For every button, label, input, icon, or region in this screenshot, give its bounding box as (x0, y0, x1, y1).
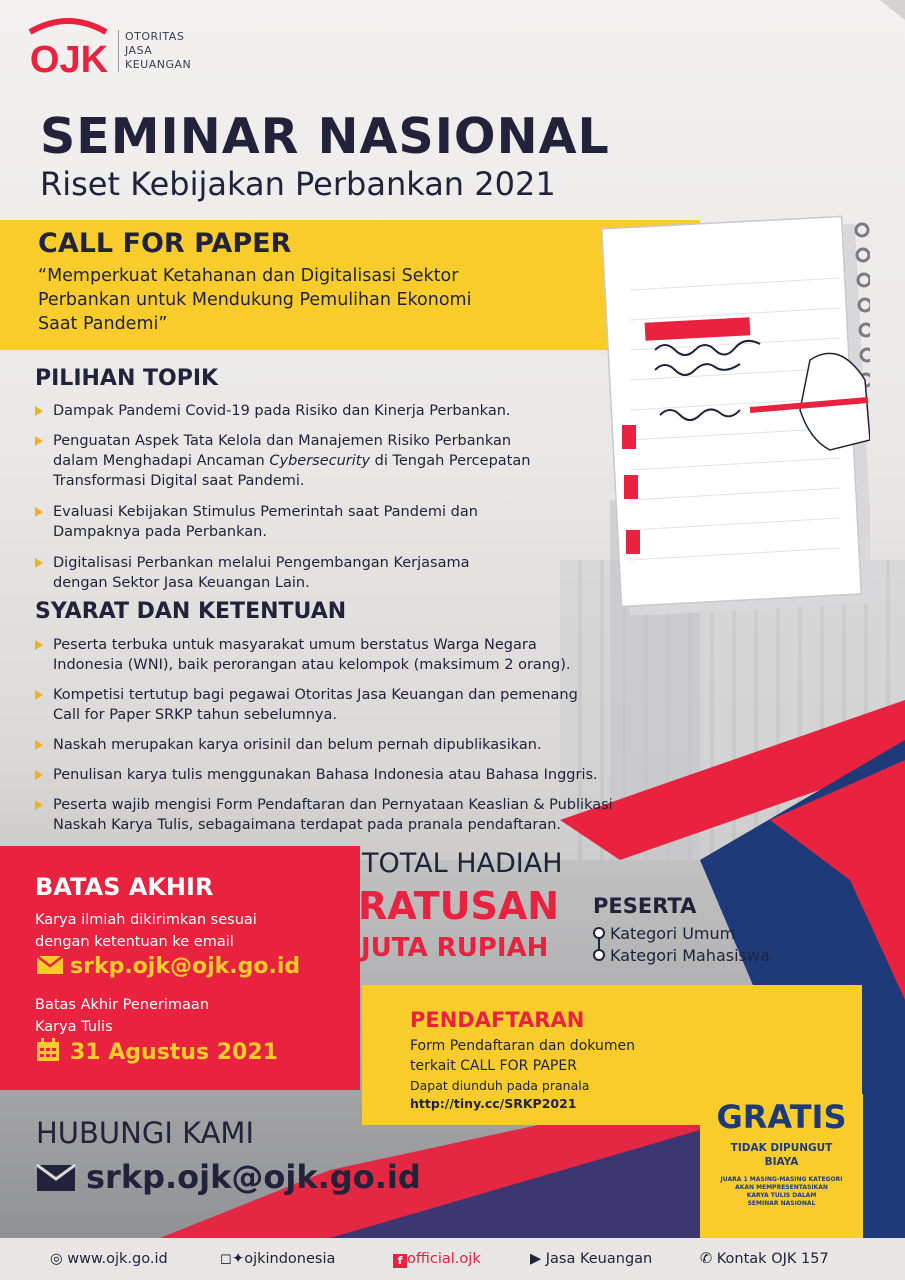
theme-line-1: “Memperkuat Ketahanan dan Digitalisasi Sektor (38, 266, 459, 286)
free-sub-line-2: BIAYA (764, 1156, 799, 1168)
footer-website[interactable] (50, 1251, 168, 1267)
logo-line-1: OTORITAS (125, 30, 185, 43)
contact-email-text: srkp.ojk@ojk.go.id (86, 1158, 421, 1196)
bullet-arrow-icon (35, 558, 43, 568)
theme-line-2: Perbankan untuk Mendukung Pemulihan Ekonomi (38, 290, 472, 310)
participants-connector-icon (592, 926, 606, 966)
free-note-line-1: JUARA 1 MASING-MASING KATEGORI (720, 1176, 843, 1183)
free-note-line-4: SEMINAR NASIONAL (747, 1200, 816, 1207)
registration-link[interactable]: http://tiny.cc/SRKP2021 (410, 1096, 577, 1111)
term-1-line-2: Indonesia (WNI), baik perorangan atau kelompok (maksimum 2 orang). (53, 657, 571, 673)
prize-amount: RATUSAN (358, 884, 560, 928)
footer-social-text: ojkindonesia (244, 1251, 336, 1267)
deadline-desc-line-2: dengan ketentuan ke email (35, 934, 234, 950)
participants-heading: PESERTA (593, 894, 697, 918)
deadline-email-text: srkp.ojk@ojk.go.id (70, 954, 301, 979)
terms-list (33, 635, 673, 835)
twitter-icon: ✦ (232, 1251, 245, 1267)
calendar-icon (36, 1038, 60, 1062)
topic-2-line-2: dalam Menghadapi Ancaman Cybersecurity di Tengah Percepatan (53, 453, 531, 469)
deadline-heading: BATAS AKHIR (35, 873, 214, 901)
free-note-line-2: AKAN MEMPRESENTASIKAN (735, 1184, 828, 1191)
prize-unit: JUTA RUPIAH (361, 933, 549, 963)
page-subtitle: Riset Kebijakan Perbankan 2021 (40, 165, 556, 203)
free-heading: GRATIS (716, 1098, 847, 1136)
topic-1-line-1: Dampak Pandemi Covid-19 pada Risiko dan Kinerja Perbankan. (53, 403, 511, 419)
free-subtitle (700, 1141, 863, 1169)
deadline-label-line-1: Batas Akhir Penerimaan (35, 997, 210, 1013)
term-item (33, 765, 673, 785)
term-item (33, 735, 673, 755)
bullet-arrow-icon (35, 690, 43, 700)
envelope-icon (36, 955, 64, 975)
theme-line-3: Saat Pandemi” (38, 314, 168, 334)
participant-category-general: Kategori Umum (610, 924, 736, 943)
phone-icon: ✆ (700, 1251, 713, 1267)
deadline-desc-line-1: Karya ilmiah dikirimkan sesuai (35, 912, 257, 928)
registration-description (410, 1036, 710, 1076)
registration-note: Dapat diunduh pada pranala (410, 1078, 590, 1093)
footer-website-text: www.ojk.go.id (67, 1251, 168, 1267)
registration-line-1: Form Pendaftaran dan dokumen (410, 1038, 635, 1054)
registration-line-2: terkait CALL FOR PAPER (410, 1058, 577, 1074)
term-4-line-1: Penulisan karya tulis menggunakan Bahasa Indonesia atau Bahasa Inggris. (53, 767, 598, 783)
topics-list (33, 401, 593, 593)
contact-heading: HUBUNGI KAMI (36, 1116, 255, 1150)
footer-facebook[interactable] (393, 1251, 481, 1268)
logo-line-3: KEUANGAN (125, 58, 192, 71)
bullet-arrow-icon (35, 640, 43, 650)
logo-line-2: JASA (125, 44, 153, 57)
topic-item (33, 553, 593, 593)
topic-4-line-2: dengan Sektor Jasa Keuangan Lain. (53, 575, 310, 591)
free-note-line-3: KARYA TULIS DALAM (746, 1192, 817, 1199)
deadline-email[interactable] (36, 954, 300, 979)
footer-phone[interactable] (700, 1251, 829, 1267)
term-item (33, 635, 673, 675)
footer-phone-text: Kontak OJK 157 (716, 1251, 829, 1267)
deadline-label (35, 994, 335, 1038)
topic-3-line-1: Evaluasi Kebijakan Stimulus Pemerintah saat Pandemi dan (53, 504, 478, 520)
instagram-icon: ◻ (220, 1251, 233, 1267)
topic-item (33, 502, 593, 542)
deadline-date (36, 1038, 278, 1065)
call-for-paper-heading: CALL FOR PAPER (38, 228, 292, 259)
topic-3-line-2: Dampaknya pada Perbankan. (53, 524, 267, 540)
bullet-arrow-icon (35, 507, 43, 517)
term-5-line-1: Peserta wajib mengisi Form Pendaftaran dan Pernyataan Keaslian & Publikasi (53, 797, 613, 813)
topics-heading: PILIHAN TOPIK (35, 366, 219, 391)
contact-email[interactable] (36, 1158, 421, 1196)
free-note (702, 1176, 861, 1208)
term-2-line-1: Kompetisi tertutup bagi pegawai Otoritas Jasa Keuangan dan pemenang (53, 687, 578, 703)
term-item (33, 685, 673, 725)
terms-heading: SYARAT DAN KETENTUAN (35, 599, 347, 624)
bullet-arrow-icon (35, 740, 43, 750)
term-1-line-1: Peserta terbuka untuk masyarakat umum berstatus Warga Negara (53, 637, 537, 653)
call-for-paper-theme (38, 264, 598, 336)
envelope-icon (36, 1164, 76, 1192)
term-5-line-2: Naskah Karya Tulis, sebagaimana terdapat pada pranala pendaftaran. (53, 817, 562, 833)
topic-2-line-3: Transformasi Digital saat Pandemi. (53, 473, 305, 489)
notebook-illustration (600, 210, 870, 615)
prize-label: TOTAL HADIAH (362, 848, 563, 879)
deadline-date-text: 31 Agustus 2021 (70, 1040, 278, 1065)
registration-heading: PENDAFTARAN (410, 1008, 585, 1032)
bullet-arrow-icon (35, 436, 43, 446)
footer-youtube-text: Jasa Keuangan (545, 1251, 653, 1267)
logo-mark-text: OJK (29, 39, 109, 78)
deadline-label-line-2: Karya Tulis (35, 1019, 113, 1035)
free-sub-line-1: TIDAK DIPUNGUT (730, 1142, 833, 1154)
topic-2-line-1: Penguatan Aspek Tata Kelola dan Manajemen Risiko Perbankan (53, 433, 512, 449)
bullet-arrow-icon (35, 800, 43, 810)
topic-item (33, 431, 593, 491)
bullet-arrow-icon (35, 770, 43, 780)
deadline-description (35, 909, 335, 953)
participant-category-student: Kategori Mahasiswa (610, 946, 770, 965)
facebook-icon: f (393, 1254, 407, 1268)
ojk-logo-icon (28, 14, 110, 78)
topic-4-line-1: Digitalisasi Perbankan melalui Pengembangan Kerjasama (53, 555, 470, 571)
topic-item (33, 401, 593, 421)
term-2-line-2: Call for Paper SRKP tahun sebelumnya. (53, 707, 337, 723)
footer-social[interactable] (220, 1251, 335, 1267)
bullet-arrow-icon (35, 406, 43, 416)
logo-text (118, 30, 191, 72)
page-title: SEMINAR NASIONAL (40, 108, 610, 165)
globe-icon: ◎ (50, 1251, 63, 1267)
youtube-icon: ▶ (530, 1251, 542, 1267)
footer-youtube[interactable] (530, 1251, 652, 1267)
term-3-line-1: Naskah merupakan karya orisinil dan belum pernah dipublikasikan. (53, 737, 542, 753)
term-item (33, 795, 673, 835)
footer-facebook-text: official.ojk (407, 1251, 481, 1267)
